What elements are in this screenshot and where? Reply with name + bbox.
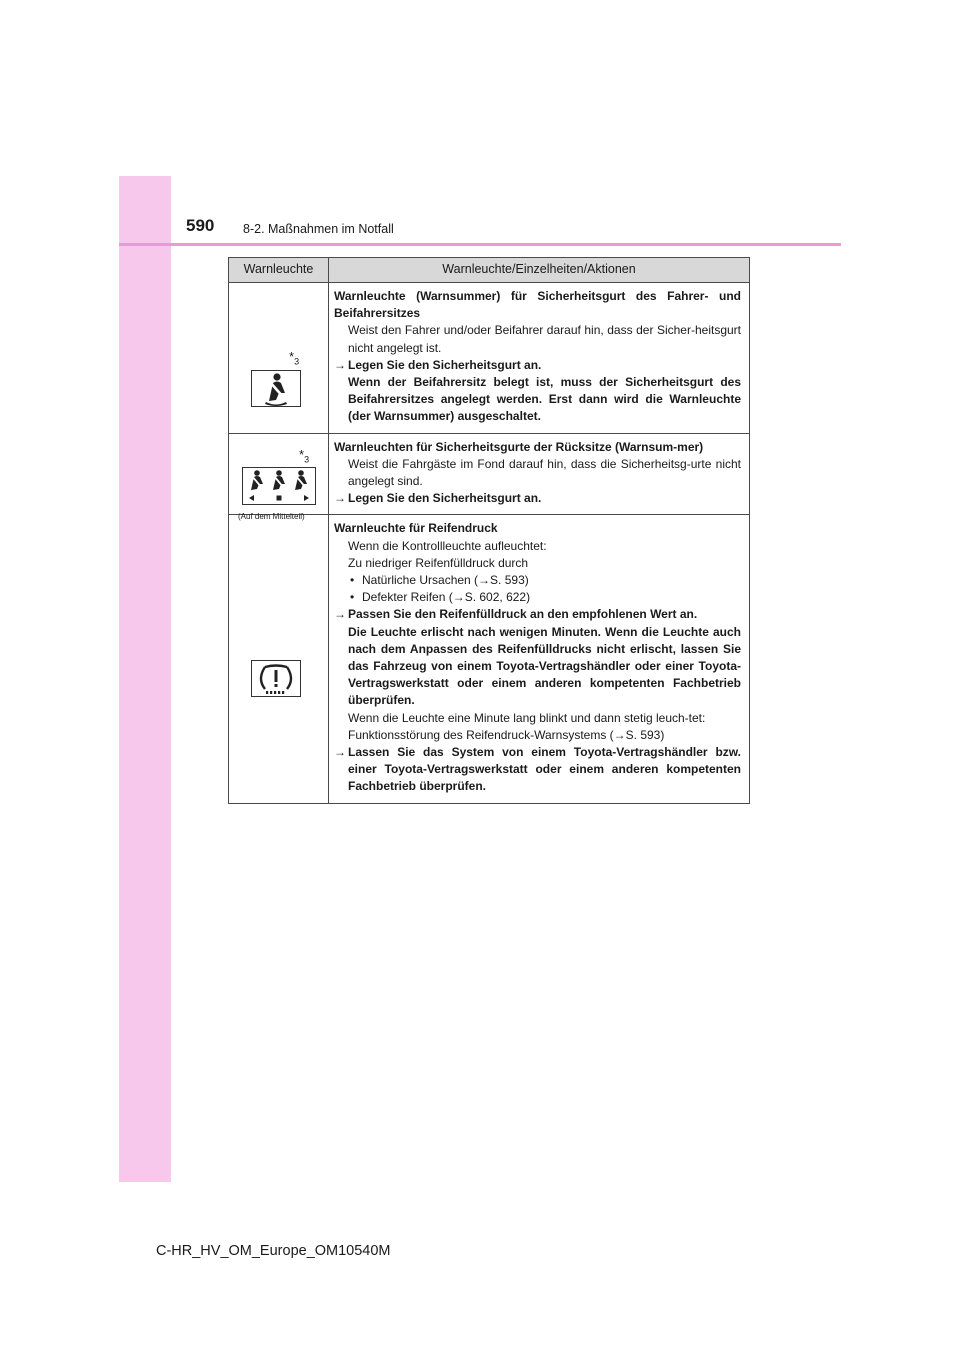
- arrow-icon: →: [334, 607, 346, 622]
- row-title: Warnleuchte für Reifendruck: [334, 521, 498, 536]
- arrow-icon: →: [334, 745, 346, 760]
- warning-light-table: [228, 257, 750, 804]
- page-number: 590: [186, 216, 215, 235]
- table-row: [229, 515, 750, 803]
- column-header-warnleuchte: Warnleuchte: [229, 258, 329, 283]
- details-cell: [329, 515, 750, 803]
- row-text: Funktionsstörung des Reifendruck-Warnsystems (→S. 593): [348, 727, 665, 742]
- section-title: 8-2. Maßnahmen im Notfall: [243, 222, 394, 236]
- footnote-marker: $*_3$: [289, 349, 300, 367]
- arrow-icon: →: [478, 573, 491, 588]
- icon-cell: [229, 433, 329, 521]
- table-header-row: [229, 258, 750, 283]
- table-row: [229, 283, 750, 434]
- icon-cell: [229, 283, 329, 434]
- details-cell: [329, 283, 750, 434]
- list-item: • Defekter Reifen (→S. 602, 622): [350, 590, 531, 605]
- document-id: C-HR_HV_OM_Europe_OM10540M: [156, 1243, 391, 1259]
- tire-pressure-icon: [251, 660, 301, 697]
- row-title: Warnleuchten für Sicherheitsgurte der Rücksitze (Warnsum-mer): [334, 439, 704, 454]
- row-action: → Passen Sie den Reifenfülldruck an den empfohlenen Wert an.: [334, 606, 741, 623]
- row-description: Weist den Fahrer und/oder Beifahrer darauf hin, dass der Sicher-heitsgurt nicht angelegt ist.: [348, 323, 741, 355]
- table-row: [229, 433, 750, 515]
- icon-caption: (Auf dem Mittelteil): [238, 511, 305, 521]
- row-action: → Legen Sie den Sicherheitsgurt an.: [334, 357, 741, 374]
- details-cell: [329, 433, 750, 515]
- arrow-icon: →: [334, 491, 346, 506]
- row-text: Wenn die Kontrollleuchte aufleuchtet:: [348, 538, 547, 553]
- seatbelt-front-icon: [251, 370, 301, 407]
- row-action: → Lassen Sie das System von einem Toyota-Vertragshändler bzw. einer Toyota-Vertragswerkstatt oder einem anderen kompetenten Fachbetrieb überprüfen.: [334, 745, 741, 794]
- icon-cell: [229, 515, 329, 803]
- arrow-icon: →: [452, 590, 465, 605]
- header-divider: [119, 243, 841, 246]
- arrow-icon: →: [334, 357, 346, 372]
- chapter-sidebar: [119, 176, 171, 1182]
- footnote-marker: $*_3$: [299, 446, 310, 465]
- list-item: • Natürliche Ursachen (→S. 593): [350, 573, 529, 588]
- column-header-details: Warnleuchte/Einzelheiten/Aktionen: [329, 258, 750, 283]
- row-text: Zu niedriger Reifenfülldruck durch: [348, 555, 529, 570]
- arrow-icon: →: [613, 727, 626, 742]
- seatbelt-rear-icon: [242, 467, 316, 505]
- row-text: Wenn die Leuchte eine Minute lang blinkt und dann stetig leuch-tet:: [348, 710, 706, 725]
- row-action-detail: Die Leuchte erlischt nach wenigen Minuten. Wenn die Leuchte auch nach dem Anpassen des Reifenfülldrucks nicht erlischt, lassen Sie das Fahrzeug von einem Toyota-Vertragshändler oder einer Toyota-Vertragswerkstatt oder einem anderen kompetenten Fachbetrieb überprüfen.: [348, 624, 741, 708]
- row-action: → Legen Sie den Sicherheitsgurt an.: [334, 490, 741, 507]
- row-title: Warnleuchte (Warnsummer) für Sicherheitsgurt des Fahrer- und Beifahrersitzes: [334, 289, 741, 321]
- row-description: Weist die Fahrgäste im Fond darauf hin, dass die Sicherheitsg-urte nicht angelegt sind.: [348, 456, 741, 489]
- row-action-detail: Wenn der Beifahrersitz belegt ist, muss der Sicherheitsgurt des Beifahrersitzes angelegt werden. Erst dann wird die Warnleuchte (der Warnsummer) ausgeschaltet.: [348, 375, 741, 424]
